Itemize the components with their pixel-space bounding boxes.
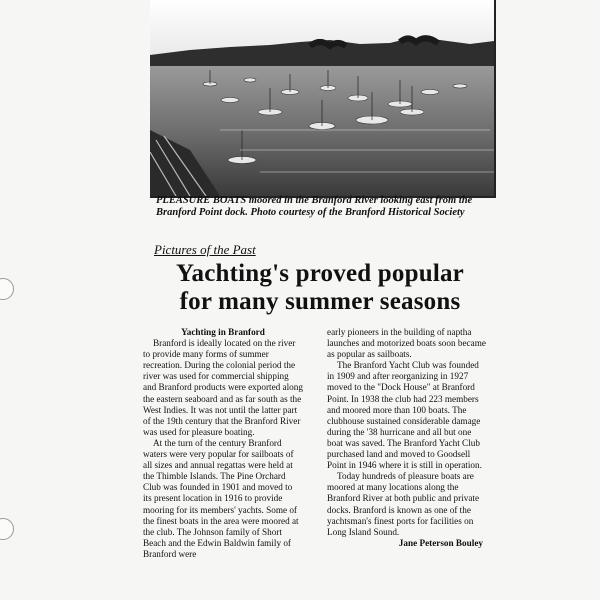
article-byline: Jane Peterson Bouley	[398, 537, 483, 548]
section-kicker: Pictures of the Past	[154, 242, 256, 257]
headline-line-2: for many summer seasons	[179, 288, 461, 315]
article-paragraph: The Branford Yacht Club was founded in 1909 and after reorganizing in 1927 moved to the "Dock House" at Branford Point. In 1938 the club had 223 members and moored more than 100 boats. The clubhouse sustained considerable damage during the '38 hurricane and all but one boat was saved. The Branford Yacht Club purchased land and moved to Goodsell Point in 1946 where it is still in operation.	[327, 360, 482, 471]
article-subhead: Yachting in Branford	[181, 327, 265, 337]
headline	[150, 260, 490, 316]
boats-photo	[150, 0, 496, 198]
photo-caption: PLEASURE BOATS moored in the Branford River looking east from the Branford Point dock. Photo courtesy of the Branford Historical Society	[156, 195, 473, 218]
harbor-photo-image	[150, 0, 494, 196]
article-paragraph: Today hundreds of pleasure boats are moored at many locations along the Branford River at both public and private docks. Branford is known as one of the yachtsman's finest ports for facilities on Long Island Sound.	[327, 471, 480, 537]
headline-line-1: Yachting's proved popular	[176, 260, 464, 287]
article-paragraph: Branford is ideally located on the river to provide many forms of summer recreation. During the colonial period the river was used for commercial shipping and Branford products were exported along the eastern seaboard and as far south as the West Indies. It was not until the latter part of the 19th century that the Branford River was used for pleasure boating.	[143, 338, 303, 437]
article-paragraph: At the turn of the century Branford waters were very popular for sailboats of all sizes and annual regattas were held at the Thimble Islands. The Pine Orchard Club was founded in 1901 and moved to its present location in 1916 to provide mooring for its members' yachts. Some of the finest boats in the area were moored at the club. The Johnson family of Short Beach and the Edwin Baldwin family of Branford were	[143, 437, 299, 559]
article-column-left	[143, 327, 303, 560]
article-column-right	[327, 327, 487, 549]
article-paragraph: early pioneers in the building of naptha launches and motorized boats soon became as popular as sailboats.	[327, 327, 486, 360]
